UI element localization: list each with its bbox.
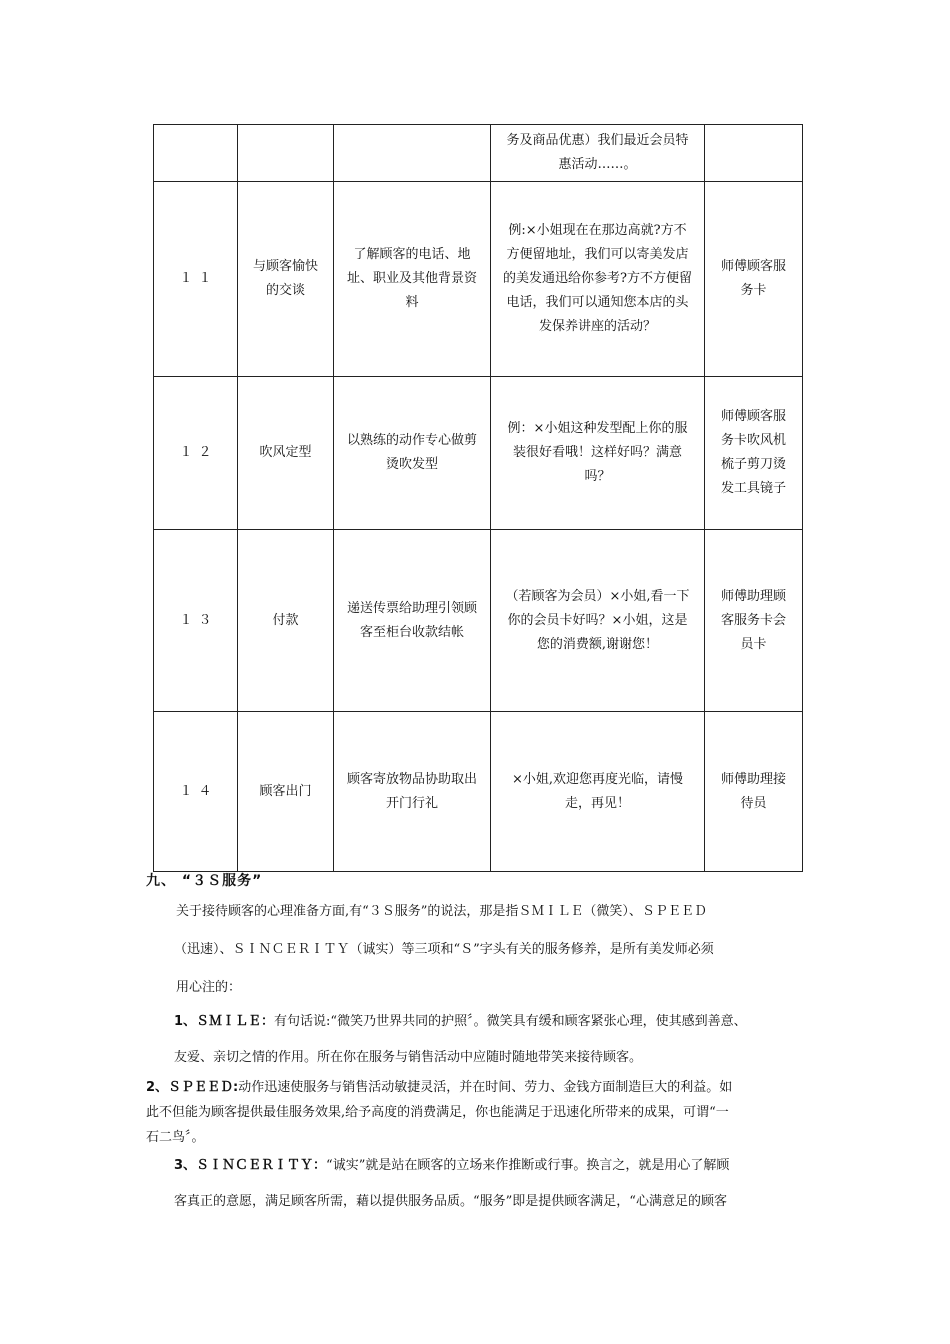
step-number-cell: １１ bbox=[154, 182, 238, 377]
step-number-cell: １４ bbox=[154, 712, 238, 872]
staff-tools-cell bbox=[705, 125, 803, 182]
script-cell: ×小姐,欢迎您再度光临，请慢走，再见！ bbox=[491, 712, 705, 872]
table-row bbox=[154, 377, 803, 530]
step-number-cell: １３ bbox=[154, 530, 238, 712]
action-cell: 以熟练的动作专心做剪烫吹发型 bbox=[334, 377, 491, 530]
table-row bbox=[154, 182, 803, 377]
staff-tools-cell: 师傅顾客服务卡吹风机梳子剪刀烫发工具镜子 bbox=[705, 377, 803, 530]
table-row bbox=[154, 125, 803, 182]
smile-paragraph bbox=[174, 1012, 747, 1032]
action-cell bbox=[334, 125, 491, 182]
step-name-cell: 付款 bbox=[238, 530, 334, 712]
step-name-cell: 吹风定型 bbox=[238, 377, 334, 530]
action-cell: 了解顾客的电话、地址、职业及其他背景资料 bbox=[334, 182, 491, 377]
sincerity-paragraph bbox=[174, 1156, 729, 1176]
action-cell: 递送传票给助理引领顾客至柜台收款结帐 bbox=[334, 530, 491, 712]
speed-label: 2、ＳＰＥＥＤ: bbox=[146, 1080, 239, 1095]
step-number-cell: １２ bbox=[154, 377, 238, 530]
speed-paragraph bbox=[146, 1078, 732, 1098]
intro-line: （迅速）、ＳＩＮＣＥＲＩＴＹ（诚实）等三项和“Ｓ”字头有关的服务修养，是所有美发师必须 bbox=[174, 942, 714, 957]
sincerity-paragraph-cont: 客真正的意愿，满足顾客所需，藉以提供服务品质。“服务”即是提供顾客满足，“心满意足的顾客 bbox=[174, 1194, 727, 1209]
intro-line: 关于接待顾客的心理准备方面,有“３Ｓ服务”的说法，那是指ＳＭＩＬＥ（微笑）、ＳＰＥＥＤ bbox=[176, 904, 707, 919]
smile-paragraph-cont: 友爱、亲切之情的作用。所在你在服务与销售活动中应随时随地带笑来接待顾客。 bbox=[174, 1050, 643, 1065]
staff-tools-cell: 师傅助理接待员 bbox=[705, 712, 803, 872]
action-cell: 顾客寄放物品协助取出开门行礼 bbox=[334, 712, 491, 872]
step-name-cell bbox=[238, 125, 334, 182]
staff-tools-cell: 师傅助理顾客服务卡会员卡 bbox=[705, 530, 803, 712]
sincerity-label: 3、ＳＩＮＣＥＲＩＴＹ： bbox=[174, 1158, 327, 1173]
script-cell: （若顾客为会员）×小姐,看一下你的会员卡好吗？×小姐，这是您的消费额,谢谢您！ bbox=[491, 530, 705, 712]
smile-text: 有句话说:“微笑乃世界共同的护照〞。微笑具有缓和顾客紧张心理，使其感到善意、 bbox=[274, 1014, 747, 1029]
script-cell: 例：×小姐这种发型配上你的服装很好看哦！这样好吗？满意吗？ bbox=[491, 377, 705, 530]
script-cell: 务及商品优惠）我们最近会员特惠活动……。 bbox=[491, 125, 705, 182]
speed-paragraph-cont: 此不但能为顾客提供最佳服务效果,给予高度的消费满足，你也能满足于迅速化所带来的成果，可谓“一 bbox=[146, 1105, 729, 1120]
smile-label: 1、ＳＭＩＬＥ： bbox=[174, 1014, 275, 1029]
step-name-cell: 顾客出门 bbox=[238, 712, 334, 872]
service-procedure-table bbox=[153, 124, 803, 872]
step-number-cell bbox=[154, 125, 238, 182]
staff-tools-cell: 师傅顾客服务卡 bbox=[705, 182, 803, 377]
speed-text: 动作迅速使服务与销售活动敏捷灵活，并在时间、劳力、金钱方面制造巨大的利益。如 bbox=[238, 1080, 733, 1095]
sincerity-text: “诚实”就是站在顾客的立场来作推断或行事。换言之，就是用心了解顾 bbox=[326, 1158, 730, 1173]
speed-paragraph-cont: 石二鸟〞。 bbox=[146, 1130, 205, 1145]
table-row bbox=[154, 712, 803, 872]
table-row bbox=[154, 530, 803, 712]
intro-line: 用心注的： bbox=[176, 980, 242, 995]
script-cell: 例:×小姐现在在那边高就?方不方便留地址，我们可以寄美发店的美发通迅给你参考?方不方便留电话，我们可以通知您本店的头发保养讲座的活动？ bbox=[491, 182, 705, 377]
section-heading: 九、 “３Ｓ服务” bbox=[146, 873, 263, 889]
step-name-cell: 与顾客愉快的交谈 bbox=[238, 182, 334, 377]
